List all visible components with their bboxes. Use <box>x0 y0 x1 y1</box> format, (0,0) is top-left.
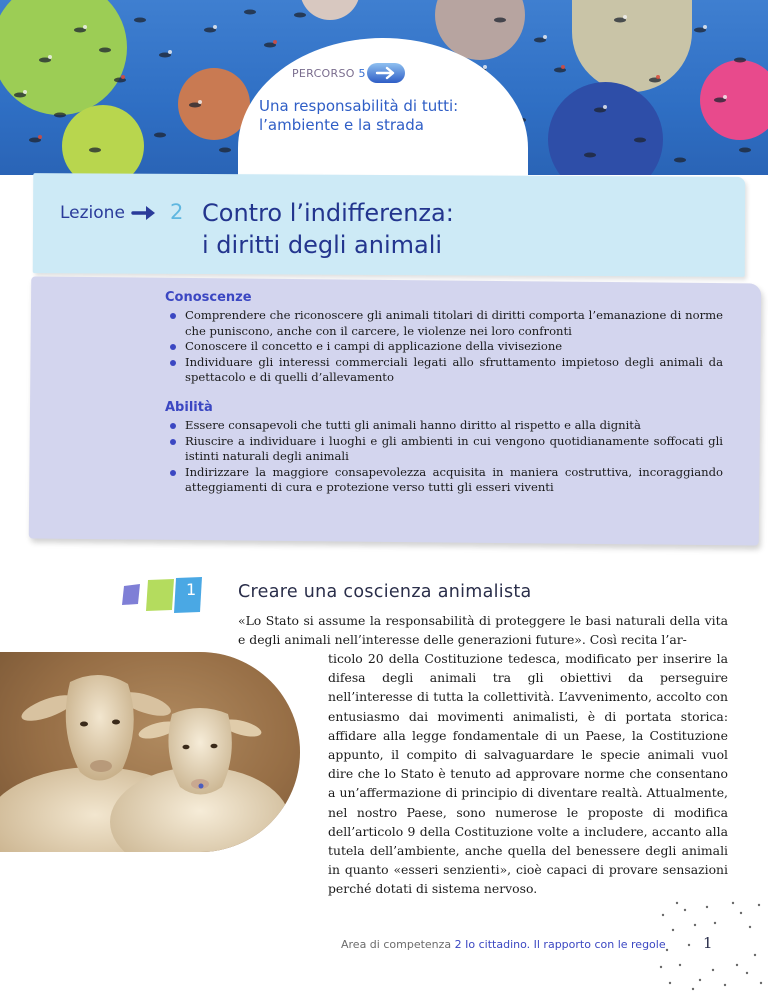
percorso-arrow-icon <box>367 63 405 83</box>
footer-area-title: Io cittadino. Il rapporto con le regole <box>465 938 666 951</box>
list-item: Comprendere che riconoscere gli animali titolari di diritti comporta l’emanazione di norme che puniscono, anche con il carcere, le violenze nei loro confronti <box>165 308 723 339</box>
bullet-icon <box>170 439 176 445</box>
list-item: Essere consapevoli che tutti gli animali hanno diritto al rispetto e alla dignità <box>165 418 723 434</box>
bullet-icon <box>170 423 176 429</box>
lesson-title: Contro l’indifferenza: i diritti degli animali <box>202 199 454 259</box>
list-item: Riuscire a individuare i luoghi e gli ambienti in cui vengono quotidianamente soffocati gli istinti naturali degli animali <box>165 434 723 465</box>
arrow-right-icon <box>131 204 159 222</box>
bullet-icon <box>170 344 176 350</box>
list-item: Indirizzare la maggiore consapevolezza acquisita in maniera costruttiva, incoraggiando atteggiamenti di cura e protezione verso tutti gli esseri viventi <box>165 465 723 496</box>
footer-area-label: Area di competenza 2 Io cittadino. Il rapporto con le regole <box>341 938 666 951</box>
sheep-illustration <box>0 652 300 852</box>
abilita-list <box>165 418 723 496</box>
body-paragraph: ticolo 20 della Costituzione tedesca, modificato per inserire la difesa degli animali tra gli obiettivi da perseguire nell’interesse di tutta la collettività. L’avvenimento, accolto con entusiasmo dai movimenti animalisti, è di portata storica: affidare alla legge fondamentale di un Paese, la Costituzione appunto, il compito di salvaguardare le specie animali vuol dire che lo Stato è tenuto ad approvare norme che consentano a un’affermazione di principio di diventare realtà. Attualmente, nel nostro Paese, sono numerose le proposte di modifica dell’articolo 9 della Costituzione volte a includere, accanto alla tutela dell’ambiente, anche quella del benessere degli animali in quanto «esseri senzienti», cioè capaci di provare sensazioni perché dotati di sistema nervoso. <box>328 651 728 897</box>
lesson-label: Lezione <box>60 203 125 223</box>
sheep-photo <box>0 652 300 852</box>
page-number: 1 <box>703 934 713 952</box>
conoscenze-heading: Conoscenze <box>165 290 252 305</box>
body-paragraph-top: «Lo Stato si assume la responsabilità di proteggere le basi naturali della vita e degli animali nell’interesse delle generazioni future». Così recita l’ar- <box>238 613 728 648</box>
list-item: Conoscere il concetto e i campi di applicazione della vivisezione <box>165 339 723 355</box>
section-title: Creare una coscienza animalista <box>238 582 532 602</box>
percorso-label: PERCORSO 5 <box>292 67 366 80</box>
lesson-number: 2 <box>170 200 184 224</box>
percorso-title: Una responsabilità di tutti: l’ambiente e la strada <box>259 97 459 134</box>
list-item: Individuare gli interessi commerciali legati allo sfruttamento impietoso degli animali da spettacolo e di quelli d’allevamento <box>165 355 723 386</box>
percorso-number: 5 <box>358 67 366 80</box>
footer-area-number: 2 <box>454 938 462 951</box>
bullet-icon <box>170 360 176 366</box>
bullet-icon <box>170 470 176 476</box>
learning-goals <box>165 290 723 510</box>
abilita-heading: Abilità <box>165 399 213 415</box>
section-number: 1 <box>186 580 197 599</box>
bullet-icon <box>170 313 176 319</box>
conoscenze-list <box>165 308 723 386</box>
